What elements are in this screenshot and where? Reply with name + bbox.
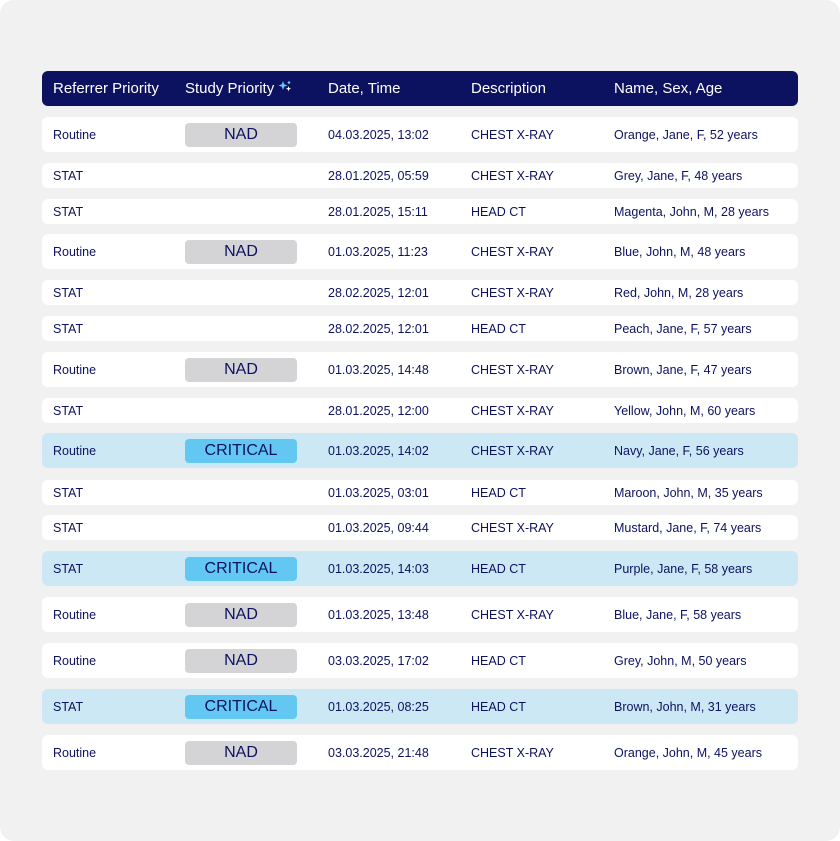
- cell-name-sex-age: Blue, John, M, 48 years: [614, 244, 746, 259]
- cell-referrer-priority: STAT: [53, 285, 84, 300]
- cell-description: CHEST X-RAY: [471, 285, 554, 300]
- header-study-priority-label: Study Priority: [185, 80, 275, 97]
- cell-date-time: 01.03.2025, 14:48: [328, 362, 429, 377]
- cell-description: CHEST X-RAY: [471, 362, 554, 377]
- cell-study-priority: [185, 557, 328, 581]
- cell-name-sex-age: Navy, Jane, F, 56 years: [614, 443, 744, 458]
- table-row[interactable]: [42, 163, 798, 188]
- nad-badge: NAD: [185, 123, 297, 147]
- cell-study-priority: [185, 603, 328, 627]
- cell-referrer-priority: STAT: [53, 168, 84, 183]
- cell-description: CHEST X-RAY: [471, 745, 554, 760]
- cell-date-time: 03.03.2025, 21:48: [328, 745, 429, 760]
- cell-name-sex-age: Red, John, M, 28 years: [614, 285, 744, 300]
- cell-referrer-priority: Routine: [53, 244, 97, 259]
- cell-referrer-priority: Routine: [53, 443, 97, 458]
- cell-referrer-priority: Routine: [53, 745, 97, 760]
- cell-date-time: 03.03.2025, 17:02: [328, 653, 429, 668]
- cell-referrer-priority: Routine: [53, 607, 97, 622]
- table-row[interactable]: [42, 643, 798, 678]
- cell-name-sex-age: Purple, Jane, F, 58 years: [614, 561, 753, 576]
- cell-referrer-priority: STAT: [53, 204, 84, 219]
- cell-description: CHEST X-RAY: [471, 443, 554, 458]
- cell-referrer-priority: Routine: [53, 362, 97, 377]
- nad-badge: NAD: [185, 741, 297, 765]
- cell-study-priority: [185, 695, 328, 719]
- cell-name-sex-age: Orange, Jane, F, 52 years: [614, 127, 758, 142]
- critical-badge: CRITICAL: [185, 557, 297, 581]
- cell-description: CHEST X-RAY: [471, 127, 554, 142]
- header-name-sex-age[interactable]: Name, Sex, Age: [614, 80, 723, 97]
- cell-study-priority: [185, 240, 328, 264]
- cell-date-time: 28.02.2025, 12:01: [328, 285, 429, 300]
- cell-description: CHEST X-RAY: [471, 244, 554, 259]
- critical-badge: CRITICAL: [185, 439, 297, 463]
- cell-name-sex-age: Maroon, John, M, 35 years: [614, 485, 763, 500]
- cell-date-time: 01.03.2025, 09:44: [328, 520, 429, 535]
- worklist-table: [42, 71, 798, 761]
- cell-description: CHEST X-RAY: [471, 607, 554, 622]
- table-row[interactable]: [42, 433, 798, 468]
- cell-description: HEAD CT: [471, 561, 526, 576]
- cell-date-time: 01.03.2025, 03:01: [328, 485, 429, 500]
- cell-name-sex-age: Blue, Jane, F, 58 years: [614, 607, 742, 622]
- header-study-priority[interactable]: [185, 80, 328, 97]
- table-row[interactable]: [42, 316, 798, 341]
- cell-name-sex-age: Brown, Jane, F, 47 years: [614, 362, 752, 377]
- cell-date-time: 01.03.2025, 11:23: [328, 244, 428, 259]
- cell-referrer-priority: STAT: [53, 699, 84, 714]
- cell-study-priority: [185, 649, 328, 673]
- cell-date-time: 28.01.2025, 12:00: [328, 403, 429, 418]
- cell-description: HEAD CT: [471, 653, 526, 668]
- sparkle-icon: [278, 80, 292, 93]
- table-row[interactable]: [42, 352, 798, 387]
- header-description[interactable]: Description: [471, 80, 547, 97]
- header-date-time[interactable]: Date, Time: [328, 80, 401, 97]
- cell-referrer-priority: Routine: [53, 127, 97, 142]
- cell-name-sex-age: Magenta, John, M, 28 years: [614, 204, 769, 219]
- nad-badge: NAD: [185, 603, 297, 627]
- critical-badge: CRITICAL: [185, 695, 297, 719]
- table-row[interactable]: [42, 199, 798, 224]
- cell-description: HEAD CT: [471, 204, 526, 219]
- cell-referrer-priority: STAT: [53, 321, 84, 336]
- table-row[interactable]: [42, 234, 798, 269]
- cell-date-time: 28.01.2025, 05:59: [328, 168, 429, 183]
- table-row[interactable]: [42, 551, 798, 586]
- cell-date-time: 01.03.2025, 08:25: [328, 699, 429, 714]
- cell-name-sex-age: Orange, John, M, 45 years: [614, 745, 762, 760]
- cell-referrer-priority: STAT: [53, 485, 84, 500]
- header-referrer-priority[interactable]: Referrer Priority: [53, 80, 159, 97]
- cell-referrer-priority: Routine: [53, 653, 97, 668]
- cell-description: CHEST X-RAY: [471, 520, 554, 535]
- nad-badge: NAD: [185, 358, 297, 382]
- cell-description: HEAD CT: [471, 485, 526, 500]
- cell-name-sex-age: Peach, Jane, F, 57 years: [614, 321, 752, 336]
- cell-name-sex-age: Yellow, John, M, 60 years: [614, 403, 756, 418]
- nad-badge: NAD: [185, 240, 297, 264]
- table-row[interactable]: [42, 689, 798, 724]
- cell-date-time: 04.03.2025, 13:02: [328, 127, 429, 142]
- cell-study-priority: [185, 439, 328, 463]
- nad-badge: NAD: [185, 649, 297, 673]
- cell-date-time: 01.03.2025, 14:02: [328, 443, 429, 458]
- cell-study-priority: [185, 741, 328, 765]
- cell-date-time: 28.01.2025, 15:11: [328, 204, 428, 219]
- cell-study-priority: [185, 358, 328, 382]
- cell-date-time: 01.03.2025, 13:48: [328, 607, 429, 622]
- cell-date-time: 01.03.2025, 14:03: [328, 561, 429, 576]
- cell-name-sex-age: Grey, John, M, 50 years: [614, 653, 747, 668]
- table-row[interactable]: [42, 735, 798, 770]
- cell-name-sex-age: Mustard, Jane, F, 74 years: [614, 520, 762, 535]
- cell-description: CHEST X-RAY: [471, 168, 554, 183]
- table-row[interactable]: [42, 117, 798, 152]
- table-row[interactable]: [42, 480, 798, 505]
- cell-referrer-priority: STAT: [53, 561, 84, 576]
- cell-description: HEAD CT: [471, 699, 526, 714]
- cell-study-priority: [185, 123, 328, 147]
- cell-name-sex-age: Grey, Jane, F, 48 years: [614, 168, 743, 183]
- table-row[interactable]: [42, 280, 798, 305]
- table-row[interactable]: [42, 515, 798, 540]
- cell-name-sex-age: Brown, John, M, 31 years: [614, 699, 756, 714]
- cell-referrer-priority: STAT: [53, 520, 84, 535]
- table-header: [42, 71, 798, 106]
- table-row[interactable]: [42, 597, 798, 632]
- table-row[interactable]: [42, 398, 798, 423]
- cell-date-time: 28.02.2025, 12:01: [328, 321, 429, 336]
- cell-referrer-priority: STAT: [53, 403, 84, 418]
- cell-description: HEAD CT: [471, 321, 526, 336]
- cell-description: CHEST X-RAY: [471, 403, 554, 418]
